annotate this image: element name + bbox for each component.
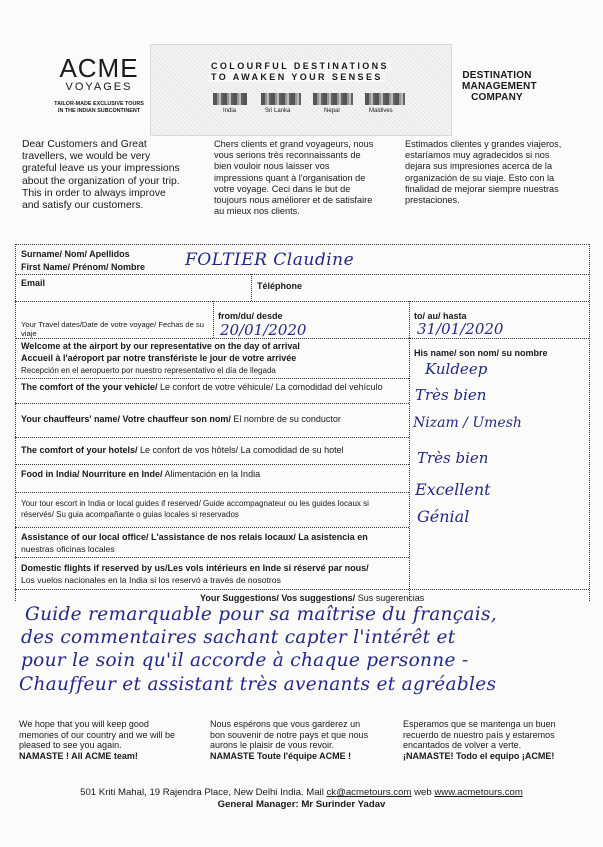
footer-french-sign: NAMASTE Toute l'équipe ACME ! <box>210 750 352 761</box>
email-label: Email <box>21 278 46 288</box>
web-label: web <box>414 787 432 798</box>
footer-english-sign: NAMASTE ! All ACME team! <box>19 750 138 761</box>
brand-name: ACME <box>59 53 139 83</box>
vehicle-label-en: The comfort of the your vehicle/ <box>21 382 158 392</box>
feedback-form <box>15 244 589 704</box>
office-label-line2: nuestras oficinas locales <box>21 544 115 554</box>
destinations-banner <box>150 44 452 136</box>
phone-label: Téléphone <box>257 281 303 291</box>
chauffeur-label-rest: El nombre de su conductor <box>233 414 341 424</box>
footer-french <box>210 719 375 761</box>
country-label: Maldives <box>369 108 393 114</box>
from-date-value[interactable]: 20/01/2020 <box>220 321 307 339</box>
chauffeur-label <box>21 414 341 424</box>
footer-english <box>19 719 184 761</box>
welcome-label-fr: Accueil à l'aéroport par notre transfériste le jour de votre arrivée <box>21 353 297 363</box>
firstname-label: First Name/ Prénom/ Nombre <box>21 262 146 272</box>
office-label-line1: Assistance of our local office/ L'assistance de nos relais locaux/ La asistencia en <box>21 532 368 542</box>
flights-label-line1: Domestic flights if reserved by us/Les vols intérieurs en Inde si réservé par nous/ <box>21 563 369 573</box>
hotels-label-rest: Le confort de vos hôtels/ La comodidad de su hotel <box>140 445 344 455</box>
banner-photo <box>365 93 405 105</box>
surname-label: Surname/ Nom/ Apellidos <box>21 249 130 259</box>
food-label-rest: Alimentación en la India <box>164 469 261 479</box>
hotels-rating-value[interactable]: Très bien <box>417 449 489 467</box>
country-label: India <box>223 108 237 114</box>
to-date-value[interactable]: 31/01/2020 <box>417 320 504 338</box>
banner-line-1: COLOURFUL DESTINATIONS <box>211 61 389 71</box>
acme-logo <box>54 53 144 115</box>
escort-label-line1: Your tour escort in India or local guides if reserved/ Guide accompagnateur ou les guides locaux si <box>21 499 369 508</box>
address-text: 501 Kriti Mahal, 19 Rajendra Place, New Delhi India. Mail <box>80 787 324 798</box>
escort-rating-value[interactable]: Génial <box>417 507 470 526</box>
vehicle-label-rest: Le confort de votre véhicule/ La comodidad del vehículo <box>160 382 383 392</box>
from-label: from/du/ desde <box>218 311 283 321</box>
welcome-label-es: Recepción en el aeropuerto por nuestro representativo el día de llegada <box>21 366 276 375</box>
food-label-en: Food in India/ Nourriture en Inde/ <box>21 469 163 479</box>
footer-spanish-sign: ¡NAMASTE! Todo el equipo ¡ACME! <box>403 750 555 761</box>
country-label: Sri Lanka <box>265 108 291 114</box>
vehicle-rating-value[interactable]: Très bien <box>415 386 487 404</box>
website-link[interactable]: www.acmetours.com <box>434 787 523 798</box>
suggestion-line[interactable]: Chauffeur et assistant très avenants et agréables <box>19 674 497 695</box>
suggestions-label <box>200 593 424 603</box>
hotels-label-en: The comfort of your hotels/ <box>21 445 138 455</box>
chauffeur-name-value[interactable]: Nizam / Umesh <box>413 415 522 431</box>
chauffeur-label-en: Your chauffeurs' name/ Votre chauffeur son nom/ <box>21 414 231 424</box>
intro-french: Chers clients et grand voyageurs, nous vous serions très reconnaissants de bien vouloir nous laisser vos impressions quant à l'organisation de votre voyage. Ceci dans le but de toujours nous améliorer et de satisfaire au mieux nos clients. <box>214 139 374 217</box>
to-label: to/ au/ hasta <box>414 311 467 321</box>
banner-photo <box>213 93 247 105</box>
food-rating-value[interactable]: Excellent <box>415 480 491 499</box>
suggestion-line[interactable]: Guide remarquable pour sa maîtrise du français, <box>25 604 497 625</box>
brand-tagline: TAILOR-MADE EXCLUSIVE TOURS IN THE INDIAN SUBCONTINENT <box>54 101 144 114</box>
company-address <box>0 787 603 798</box>
vehicle-label <box>21 382 383 392</box>
general-manager: General Manager: Mr Surinder Yadav <box>217 799 386 810</box>
country-label: Nepal <box>324 108 340 114</box>
footer-spanish-text: Esperamos que se mantenga un buen recuerdo de nuestro país y estaremos encantados de volver a verte. <box>403 719 556 750</box>
rep-name-value[interactable]: Kuldeep <box>425 360 488 378</box>
dmc-label: DESTINATION MANAGEMENT COMPANY <box>462 70 537 103</box>
footer-french-text: Nous espérons que vous garderez un bon souvenir de notre pays et que nous aurons le plaisir de vous revoir. <box>210 719 369 750</box>
name-value[interactable]: FOLTIER Claudine <box>185 250 355 270</box>
banner-line-2: TO AWAKEN YOUR SENSES <box>211 72 383 82</box>
welcome-label-en: Welcome at the airport by our representative on the day of arrival <box>21 341 300 351</box>
food-label <box>21 469 260 479</box>
escort-label-line2: réservés/ Su guia acompañante o guias locales si reservados <box>21 510 239 519</box>
suggestions-label-en-fr: Your Suggestions/ Vos suggestions/ <box>200 593 356 603</box>
flights-label-line2: Los vuelos nacionales en la India si los reservó a través de nosotros <box>21 575 281 585</box>
suggestions-label-es: Sus sugerencias <box>357 593 425 603</box>
footer-spanish <box>403 719 573 761</box>
rep-name-label: His name/ son nom/ su nombre <box>414 348 548 358</box>
brand-subtitle: VOYAGES <box>65 81 133 93</box>
banner-photo <box>261 93 301 105</box>
banner-photo <box>313 93 353 105</box>
email-link[interactable]: ck@acmetours.com <box>326 787 412 798</box>
intro-english: Dear Customers and Great travellers, we would be very grateful leave us your impressions about the organization of your trip. This in order to always improve and satisfy our customers. <box>22 139 180 212</box>
footer-english-text: We hope that you will keep good memories of our country and we will be pleased to see you again. <box>19 719 176 750</box>
hotels-label <box>21 445 344 455</box>
travel-dates-label: Your Travel dates/Date de votre voyage/ Fechas de su viaje <box>21 320 204 338</box>
suggestion-line[interactable]: pour le soin qu'il accorde à chaque personne - <box>21 650 469 671</box>
suggestion-line[interactable]: des commentaires sachant capter l'intérêt et <box>21 627 456 648</box>
intro-spanish: Estimados clientes y grandes viajeros, estaríamos muy agradecidos si nos dejara sus impresiones acerca de la organización de su viaje. Esto con la finalidad de mejorar siempre nuestras prestaciones. <box>405 139 562 206</box>
